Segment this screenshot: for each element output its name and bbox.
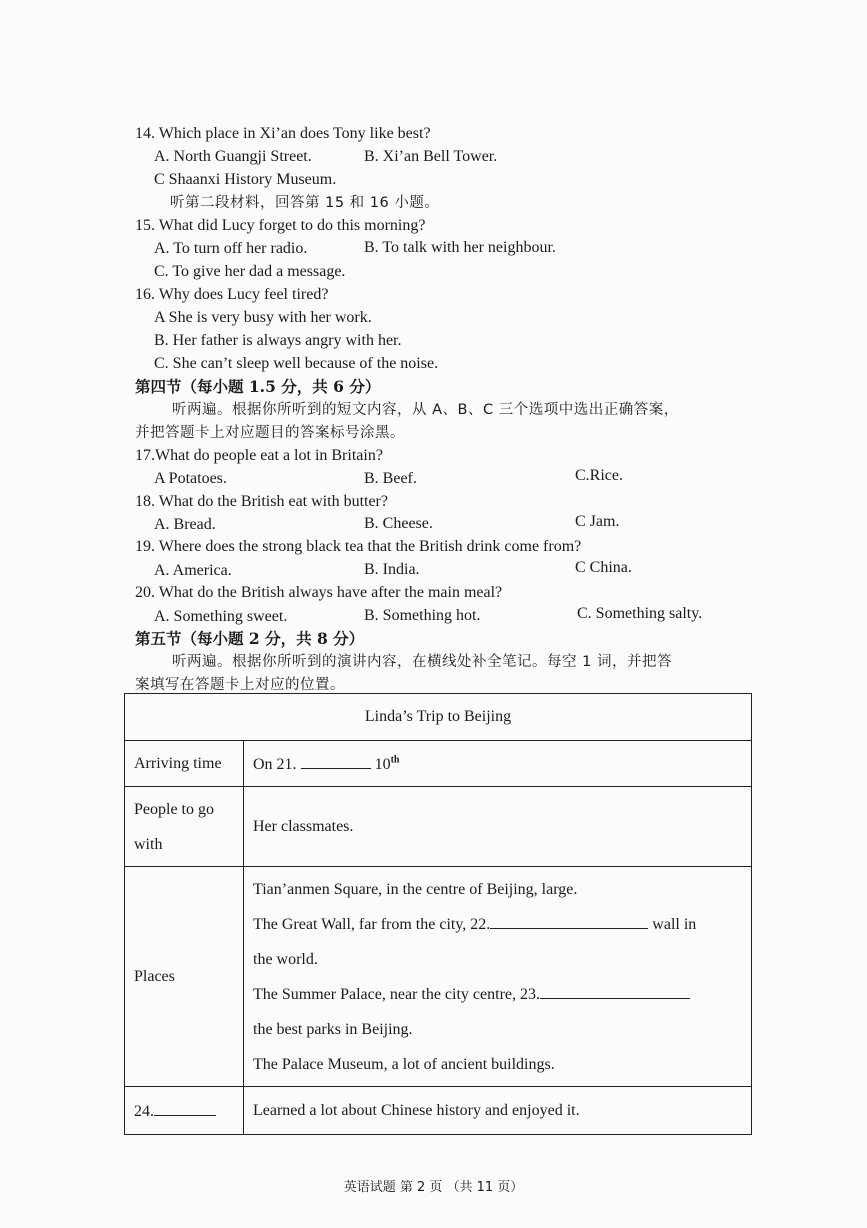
places-line-2 — [253, 907, 742, 942]
places-line-4 — [253, 977, 742, 1012]
question-18: 18. What do the British eat with butter? — [135, 493, 388, 510]
q20-option-a: A. Something sweet. — [154, 608, 288, 625]
arriving-time-label: Arriving time — [125, 741, 244, 787]
blank-22[interactable] — [490, 914, 648, 929]
q17-option-a: A Potatoes. — [154, 470, 227, 487]
blank-24-number: 24. — [134, 1102, 154, 1120]
q19-option-c: C China. — [575, 559, 632, 576]
arriving-day-suffix: th — [390, 754, 400, 766]
q15-option-c: C. To give her dad a message. — [154, 263, 346, 280]
notes-table — [124, 693, 752, 1135]
question-20: 20. What do the British always have after the main meal? — [135, 584, 503, 601]
q16-option-b: B. Her father is always angry with her. — [154, 332, 402, 349]
blank-23-number: The Summer Palace, near the city centre, 23. — [253, 985, 540, 1003]
section-4-title: 第四节（每小题 1.5 分，共 6 分） — [135, 377, 381, 396]
q19-option-b: B. India. — [364, 561, 420, 578]
q18-option-a: A. Bread. — [154, 516, 216, 533]
table-row — [125, 741, 752, 787]
arriving-time-value — [244, 741, 752, 787]
q14-option-b: B. Xi’an Bell Tower. — [364, 148, 498, 165]
q18-option-c: C Jam. — [575, 513, 620, 530]
blank-21-number: On 21. — [253, 755, 297, 773]
q24-label — [125, 1087, 244, 1135]
people-label — [125, 787, 244, 867]
q17-option-b: B. Beef. — [364, 470, 417, 487]
places-line-3: the world. — [253, 950, 318, 968]
page-footer: 英语试题 第 2 页 （共 11 页） — [343, 1180, 524, 1195]
table-row — [125, 1087, 752, 1135]
q16-option-a: A She is very busy with her work. — [154, 309, 372, 326]
section-4-instructions-2: 并把答题卡上对应题目的答案标号涂黑。 — [135, 425, 405, 441]
question-19: 19. Where does the strong black tea that the British drink come from? — [135, 538, 582, 555]
blank-21[interactable] — [301, 754, 371, 769]
places-line-5: the best parks in Beijing. — [253, 1020, 413, 1038]
question-14: 14. Which place in Xi’an does Tony like best? — [135, 125, 431, 142]
people-label-line-2: with — [134, 835, 163, 853]
q14-option-c: C Shaanxi History Museum. — [154, 171, 337, 188]
blank-24[interactable] — [154, 1101, 216, 1116]
q15-option-b: B. To talk with her neighbour. — [364, 239, 556, 256]
section-5-title: 第五节（每小题 2 分，共 8 分） — [135, 629, 365, 648]
people-value: Her classmates. — [244, 787, 752, 867]
blank-23[interactable] — [540, 984, 690, 999]
question-17: 17.What do people eat a lot in Britain? — [135, 447, 383, 464]
q20-option-c: C. Something salty. — [577, 605, 703, 622]
places-label: Places — [125, 867, 244, 1087]
arriving-day: 10 — [374, 755, 391, 773]
q20-option-b: B. Something hot. — [364, 607, 481, 624]
q24-value: Learned a lot about Chinese history and enjoyed it. — [244, 1087, 752, 1135]
section-note: 听第二段材料，回答第 15 和 16 小题。 — [170, 195, 440, 211]
q19-option-a: A. America. — [154, 562, 232, 579]
question-15: 15. What did Lucy forget to do this morning? — [135, 217, 426, 234]
places-line-2-end: wall in — [652, 915, 697, 933]
q18-option-b: B. Cheese. — [364, 515, 433, 532]
q17-option-c: C.Rice. — [575, 467, 623, 484]
people-label-line-1: People to go — [134, 800, 214, 818]
table-row — [125, 787, 752, 867]
section-4-instructions-1: 听两遍。根据你所听到的短文内容，从 A、B、C 三个选项中选出正确答案， — [172, 402, 679, 418]
q16-option-c: C. She can’t sleep well because of the noise. — [154, 355, 439, 372]
table-title: Linda’s Trip to Beijing — [125, 694, 752, 741]
section-5-instructions-2: 案填写在答题卡上对应的位置。 — [135, 677, 345, 693]
q14-option-a: A. North Guangji Street. — [154, 148, 312, 165]
places-value — [244, 867, 752, 1087]
q15-option-a: A. To turn off her radio. — [154, 240, 308, 257]
blank-22-number: The Great Wall, far from the city, 22. — [253, 915, 491, 933]
section-5-instructions-1: 听两遍。根据你所听到的演讲内容，在横线处补全笔记。每空 1 词，并把答 — [172, 654, 672, 670]
question-16: 16. Why does Lucy feel tired? — [135, 286, 329, 303]
places-line-1: Tian’anmen Square, in the centre of Beijing, large. — [253, 880, 578, 898]
table-row — [125, 867, 752, 1087]
places-line-6: The Palace Museum, a lot of ancient buildings. — [253, 1055, 555, 1073]
